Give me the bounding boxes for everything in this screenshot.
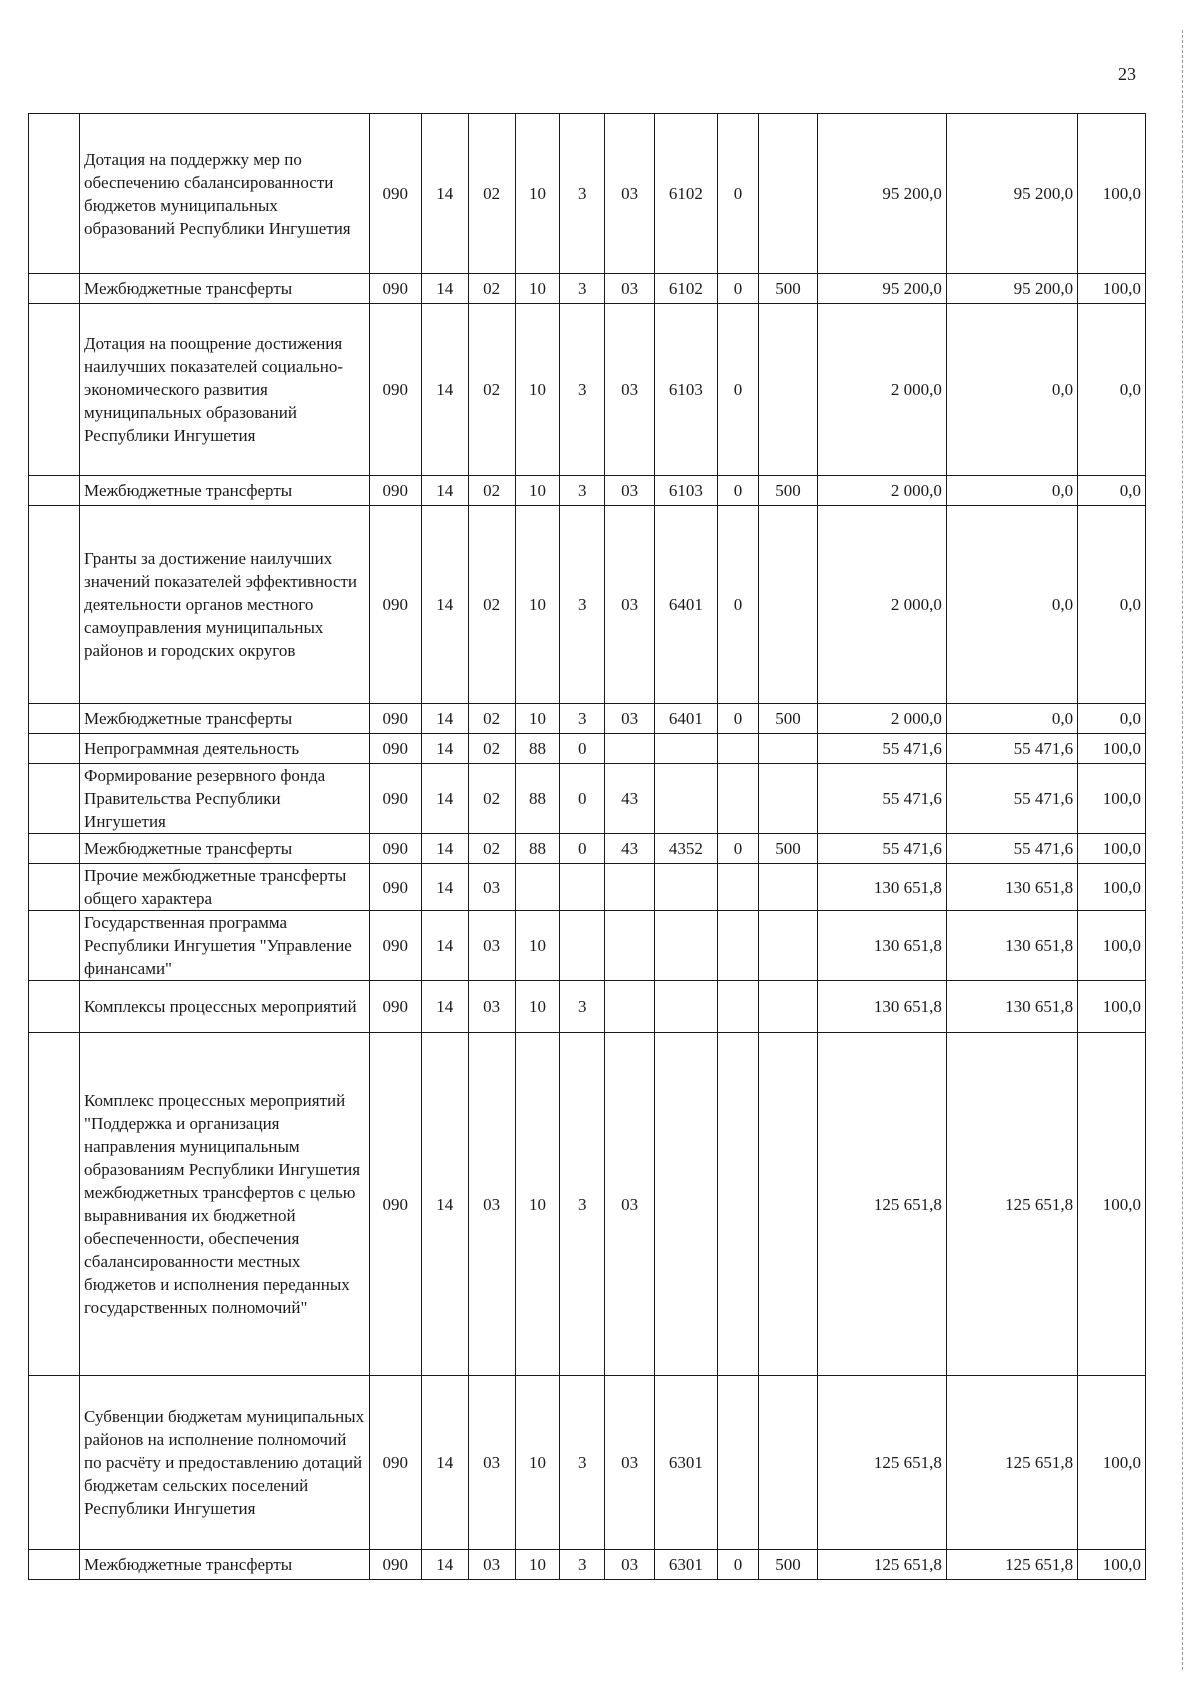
- section-code: 14: [421, 304, 468, 476]
- executed-amount: 125 651,8: [946, 1033, 1077, 1376]
- reserve-code: 0: [717, 114, 759, 274]
- section-code: 14: [421, 981, 468, 1033]
- plan-amount: 55 471,6: [817, 734, 946, 764]
- row-name: Непрограммная деятельность: [80, 734, 370, 764]
- reserve-code: 0: [717, 506, 759, 704]
- program-code: 10: [515, 114, 560, 274]
- program-code: 10: [515, 911, 560, 981]
- direction-code: [655, 764, 718, 834]
- execution-percent: 100,0: [1078, 834, 1146, 864]
- plan-amount: 130 651,8: [817, 911, 946, 981]
- table-row: [29, 911, 1146, 981]
- direction-code: [655, 734, 718, 764]
- program-code: 10: [515, 1033, 560, 1376]
- subprogram-code: 3: [560, 506, 605, 704]
- gov-code: 090: [369, 274, 421, 304]
- row-margin-cell: [29, 834, 80, 864]
- measure-code: [605, 864, 655, 911]
- expense-type-code: [759, 1033, 817, 1376]
- table-row: [29, 1033, 1146, 1376]
- section-code: 14: [421, 1550, 468, 1580]
- plan-amount: 125 651,8: [817, 1033, 946, 1376]
- gov-code: 090: [369, 981, 421, 1033]
- section-code: 14: [421, 834, 468, 864]
- reserve-code: 0: [717, 274, 759, 304]
- plan-amount: 130 651,8: [817, 864, 946, 911]
- plan-amount: 130 651,8: [817, 981, 946, 1033]
- subprogram-code: 3: [560, 476, 605, 506]
- row-margin-cell: [29, 981, 80, 1033]
- measure-code: 03: [605, 476, 655, 506]
- executed-amount: 130 651,8: [946, 981, 1077, 1033]
- gov-code: 090: [369, 506, 421, 704]
- program-code: 10: [515, 1550, 560, 1580]
- direction-code: [655, 1033, 718, 1376]
- program-code: [515, 864, 560, 911]
- executed-amount: 125 651,8: [946, 1550, 1077, 1580]
- row-name: Государственная программа Республики Ингушетия "Управление финансами": [80, 911, 370, 981]
- execution-percent: 100,0: [1078, 1550, 1146, 1580]
- row-margin-cell: [29, 114, 80, 274]
- subsection-code: 03: [468, 1550, 515, 1580]
- reserve-code: 0: [717, 704, 759, 734]
- reserve-code: [717, 1033, 759, 1376]
- execution-percent: 100,0: [1078, 911, 1146, 981]
- row-name: Дотация на поощрение достижения наилучших показателей социально-экономического развития муниципальных образований Республики Ингушетия: [80, 304, 370, 476]
- reserve-code: [717, 764, 759, 834]
- row-margin-cell: [29, 476, 80, 506]
- reserve-code: [717, 864, 759, 911]
- row-margin-cell: [29, 704, 80, 734]
- section-code: 14: [421, 704, 468, 734]
- reserve-code: [717, 911, 759, 981]
- program-code: 88: [515, 834, 560, 864]
- executed-amount: 130 651,8: [946, 911, 1077, 981]
- table-row: [29, 981, 1146, 1033]
- expense-type-code: [759, 114, 817, 274]
- row-name: Гранты за достижение наилучших значений показателей эффективности деятельности органов местного самоуправления муниципальных районов и городских округов: [80, 506, 370, 704]
- direction-code: [655, 981, 718, 1033]
- gov-code: 090: [369, 304, 421, 476]
- measure-code: [605, 981, 655, 1033]
- row-name: Дотация на поддержку мер по обеспечению сбалансированности бюджетов муниципальных образований Республики Ингушетия: [80, 114, 370, 274]
- execution-percent: 100,0: [1078, 734, 1146, 764]
- subsection-code: 03: [468, 911, 515, 981]
- measure-code: 03: [605, 506, 655, 704]
- program-code: 10: [515, 274, 560, 304]
- table-row: [29, 476, 1146, 506]
- gov-code: 090: [369, 764, 421, 834]
- subsection-code: 02: [468, 734, 515, 764]
- section-code: 14: [421, 1376, 468, 1550]
- subprogram-code: 3: [560, 1033, 605, 1376]
- program-code: 88: [515, 734, 560, 764]
- subprogram-code: 3: [560, 1550, 605, 1580]
- row-margin-cell: [29, 1550, 80, 1580]
- section-code: 14: [421, 274, 468, 304]
- expense-type-code: 500: [759, 1550, 817, 1580]
- row-margin-cell: [29, 764, 80, 834]
- expense-type-code: 500: [759, 834, 817, 864]
- executed-amount: 0,0: [946, 304, 1077, 476]
- page-number: 23: [1118, 64, 1136, 84]
- row-margin-cell: [29, 304, 80, 476]
- gov-code: 090: [369, 704, 421, 734]
- scan-edge-line: [1182, 30, 1184, 1670]
- execution-percent: 100,0: [1078, 274, 1146, 304]
- row-margin-cell: [29, 506, 80, 704]
- plan-amount: 55 471,6: [817, 834, 946, 864]
- direction-code: 6103: [655, 476, 718, 506]
- table-row: [29, 864, 1146, 911]
- subprogram-code: 3: [560, 304, 605, 476]
- measure-code: 03: [605, 1550, 655, 1580]
- subprogram-code: 0: [560, 734, 605, 764]
- section-code: 14: [421, 506, 468, 704]
- execution-percent: 100,0: [1078, 764, 1146, 834]
- table-row: [29, 1550, 1146, 1580]
- measure-code: 43: [605, 764, 655, 834]
- program-code: 10: [515, 476, 560, 506]
- row-name: Комплексы процессных мероприятий: [80, 981, 370, 1033]
- row-margin-cell: [29, 734, 80, 764]
- measure-code: 43: [605, 834, 655, 864]
- executed-amount: 0,0: [946, 704, 1077, 734]
- section-code: 14: [421, 864, 468, 911]
- subsection-code: 02: [468, 114, 515, 274]
- section-code: 14: [421, 1033, 468, 1376]
- executed-amount: 125 651,8: [946, 1376, 1077, 1550]
- expense-type-code: [759, 981, 817, 1033]
- row-name: Комплекс процессных мероприятий "Поддержка и организация направления муниципальным образованиям Республики Ингушетия межбюджетных трансфертов с целью выравнивания их бюджетной обеспеченности, обеспечения сбалансированности местных бюджетов и исполнения переданных государственных полномочий": [80, 1033, 370, 1376]
- subprogram-code: 3: [560, 704, 605, 734]
- reserve-code: 0: [717, 476, 759, 506]
- direction-code: 6102: [655, 274, 718, 304]
- plan-amount: 125 651,8: [817, 1550, 946, 1580]
- measure-code: 03: [605, 304, 655, 476]
- row-margin-cell: [29, 1376, 80, 1550]
- measure-code: [605, 911, 655, 981]
- gov-code: 090: [369, 911, 421, 981]
- row-margin-cell: [29, 1033, 80, 1376]
- table-row: [29, 764, 1146, 834]
- subprogram-code: [560, 911, 605, 981]
- subsection-code: 03: [468, 981, 515, 1033]
- section-code: 14: [421, 764, 468, 834]
- subsection-code: 03: [468, 1033, 515, 1376]
- execution-percent: 100,0: [1078, 114, 1146, 274]
- table-row: [29, 1376, 1146, 1550]
- direction-code: [655, 911, 718, 981]
- reserve-code: [717, 1376, 759, 1550]
- row-name: Межбюджетные трансферты: [80, 1550, 370, 1580]
- section-code: 14: [421, 476, 468, 506]
- executed-amount: 0,0: [946, 506, 1077, 704]
- program-code: 88: [515, 764, 560, 834]
- subprogram-code: 3: [560, 1376, 605, 1550]
- row-margin-cell: [29, 911, 80, 981]
- expense-type-code: [759, 304, 817, 476]
- direction-code: 6102: [655, 114, 718, 274]
- table-row: [29, 304, 1146, 476]
- executed-amount: 55 471,6: [946, 834, 1077, 864]
- plan-amount: 2 000,0: [817, 704, 946, 734]
- section-code: 14: [421, 114, 468, 274]
- execution-percent: 100,0: [1078, 864, 1146, 911]
- executed-amount: 95 200,0: [946, 114, 1077, 274]
- measure-code: 03: [605, 114, 655, 274]
- row-name: Прочие межбюджетные трансферты общего характера: [80, 864, 370, 911]
- measure-code: 03: [605, 1033, 655, 1376]
- measure-code: 03: [605, 1376, 655, 1550]
- expense-type-code: 500: [759, 476, 817, 506]
- subprogram-code: 0: [560, 834, 605, 864]
- table-row: [29, 274, 1146, 304]
- expense-type-code: [759, 1376, 817, 1550]
- executed-amount: 130 651,8: [946, 864, 1077, 911]
- direction-code: [655, 864, 718, 911]
- plan-amount: 95 200,0: [817, 274, 946, 304]
- subprogram-code: 3: [560, 274, 605, 304]
- plan-amount: 55 471,6: [817, 764, 946, 834]
- gov-code: 090: [369, 864, 421, 911]
- execution-percent: 0,0: [1078, 304, 1146, 476]
- execution-percent: 0,0: [1078, 476, 1146, 506]
- subsection-code: 02: [468, 704, 515, 734]
- reserve-code: [717, 981, 759, 1033]
- subsection-code: 02: [468, 764, 515, 834]
- execution-percent: 0,0: [1078, 506, 1146, 704]
- row-name: Межбюджетные трансферты: [80, 476, 370, 506]
- execution-percent: 100,0: [1078, 1033, 1146, 1376]
- row-name: Межбюджетные трансферты: [80, 704, 370, 734]
- subsection-code: 02: [468, 304, 515, 476]
- subsection-code: 02: [468, 834, 515, 864]
- reserve-code: 0: [717, 1550, 759, 1580]
- row-name: Субвенции бюджетам муниципальных районов на исполнение полномочий по расчёту и предоставлению дотаций бюджетам сельских поселений Республики Ингушетия: [80, 1376, 370, 1550]
- plan-amount: 2 000,0: [817, 476, 946, 506]
- gov-code: 090: [369, 476, 421, 506]
- subsection-code: 03: [468, 864, 515, 911]
- table-row: [29, 834, 1146, 864]
- program-code: 10: [515, 1376, 560, 1550]
- section-code: 14: [421, 734, 468, 764]
- expense-type-code: 500: [759, 704, 817, 734]
- table-row: [29, 734, 1146, 764]
- table-body: [29, 114, 1146, 1580]
- expense-type-code: [759, 764, 817, 834]
- row-margin-cell: [29, 274, 80, 304]
- expense-type-code: [759, 911, 817, 981]
- execution-percent: 100,0: [1078, 1376, 1146, 1550]
- direction-code: 6301: [655, 1376, 718, 1550]
- gov-code: 090: [369, 1033, 421, 1376]
- budget-table: [28, 113, 1146, 1580]
- executed-amount: 0,0: [946, 476, 1077, 506]
- row-margin-cell: [29, 864, 80, 911]
- direction-code: 6103: [655, 304, 718, 476]
- subsection-code: 02: [468, 476, 515, 506]
- table-row: [29, 506, 1146, 704]
- expense-type-code: [759, 864, 817, 911]
- row-name: Формирование резервного фонда Правительства Республики Ингушетия: [80, 764, 370, 834]
- gov-code: 090: [369, 834, 421, 864]
- row-name: Межбюджетные трансферты: [80, 834, 370, 864]
- gov-code: 090: [369, 1550, 421, 1580]
- expense-type-code: [759, 506, 817, 704]
- gov-code: 090: [369, 114, 421, 274]
- section-code: 14: [421, 911, 468, 981]
- executed-amount: 55 471,6: [946, 734, 1077, 764]
- measure-code: 03: [605, 704, 655, 734]
- executed-amount: 55 471,6: [946, 764, 1077, 834]
- reserve-code: 0: [717, 304, 759, 476]
- execution-percent: 0,0: [1078, 704, 1146, 734]
- measure-code: 03: [605, 274, 655, 304]
- program-code: 10: [515, 981, 560, 1033]
- subprogram-code: 3: [560, 981, 605, 1033]
- subprogram-code: 0: [560, 764, 605, 834]
- program-code: 10: [515, 506, 560, 704]
- table-row: [29, 704, 1146, 734]
- program-code: 10: [515, 704, 560, 734]
- subsection-code: 02: [468, 506, 515, 704]
- direction-code: 6401: [655, 506, 718, 704]
- subprogram-code: 3: [560, 114, 605, 274]
- execution-percent: 100,0: [1078, 981, 1146, 1033]
- gov-code: 090: [369, 1376, 421, 1550]
- subsection-code: 02: [468, 274, 515, 304]
- row-name: Межбюджетные трансферты: [80, 274, 370, 304]
- program-code: 10: [515, 304, 560, 476]
- expense-type-code: [759, 734, 817, 764]
- reserve-code: [717, 734, 759, 764]
- expense-type-code: 500: [759, 274, 817, 304]
- plan-amount: 125 651,8: [817, 1376, 946, 1550]
- direction-code: 4352: [655, 834, 718, 864]
- plan-amount: 2 000,0: [817, 304, 946, 476]
- table-row: [29, 114, 1146, 274]
- plan-amount: 95 200,0: [817, 114, 946, 274]
- reserve-code: 0: [717, 834, 759, 864]
- executed-amount: 95 200,0: [946, 274, 1077, 304]
- measure-code: [605, 734, 655, 764]
- subprogram-code: [560, 864, 605, 911]
- plan-amount: 2 000,0: [817, 506, 946, 704]
- gov-code: 090: [369, 734, 421, 764]
- direction-code: 6301: [655, 1550, 718, 1580]
- subsection-code: 03: [468, 1376, 515, 1550]
- direction-code: 6401: [655, 704, 718, 734]
